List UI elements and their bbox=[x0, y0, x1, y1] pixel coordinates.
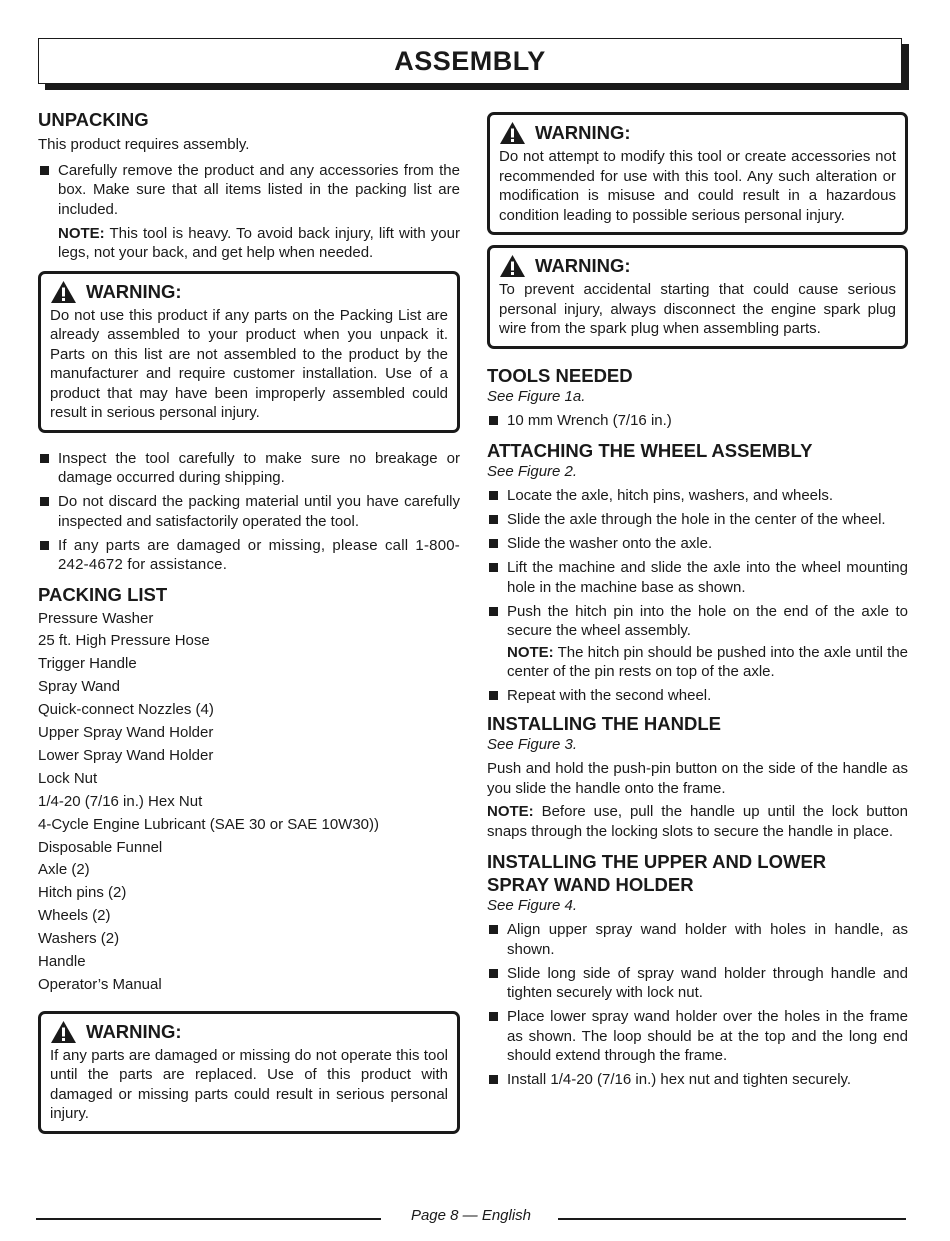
bullet-icon bbox=[489, 563, 498, 572]
wheel-assembly-heading: ATTACHING THE WHEEL ASSEMBLY bbox=[487, 440, 813, 461]
wheel-assembly-figure-ref: See Figure 2. bbox=[487, 463, 578, 480]
bullet-icon bbox=[40, 454, 49, 463]
bullet-icon bbox=[40, 541, 49, 550]
bullet-icon bbox=[489, 491, 498, 500]
unpacking-intro: This product requires assembly. bbox=[38, 136, 250, 153]
warning-triangle-icon bbox=[499, 121, 526, 145]
bullet-icon bbox=[489, 416, 498, 425]
list-item: Operator’s Manual bbox=[38, 976, 162, 993]
page-footer bbox=[36, 1206, 906, 1228]
list-item: Lift the machine and slide the axle into the wheel mounting hole in the machine base as shown. bbox=[487, 558, 908, 597]
bullet-icon bbox=[489, 539, 498, 548]
warning-text: Do not attempt to modify this tool or create accessories not recommended for use with this tool. Any such alteration or modification is misuse and could result in a hazardous condition leading to possible serious personal injury. bbox=[499, 148, 896, 224]
list-item: Do not discard the packing material until you have carefully inspected and satisfactorily operated the tool. bbox=[38, 492, 460, 531]
bullet-icon bbox=[40, 497, 49, 506]
list-item: Handle bbox=[38, 953, 86, 971]
bullet-icon bbox=[40, 166, 49, 175]
warning-text: If any parts are damaged or missing do not operate this tool until the parts are replaced. Use of this product with damaged or missing parts could result in serious personal injury. bbox=[50, 1046, 448, 1123]
wand-holder-heading: INSTALLING THE UPPER AND LOWER SPRAY WAND HOLDER bbox=[487, 851, 827, 895]
warning-label: WARNING: bbox=[86, 280, 182, 302]
list-item: Wheels (2) bbox=[38, 907, 111, 925]
wheel-assembly-steps bbox=[487, 486, 908, 641]
list-item: Slide long side of spray wand holder through handle and tighten securely with lock nut. bbox=[487, 964, 908, 1003]
unpacking-list bbox=[38, 161, 460, 220]
unpacking-note: NOTE: This tool is heavy. To avoid back injury, lift with your legs, not your back, and get help when needed. bbox=[58, 224, 460, 261]
wand-holder-steps bbox=[487, 920, 908, 1090]
list-item: 1/4-20 (7/16 in.) Hex Nut bbox=[38, 792, 203, 810]
warning-box-modification bbox=[487, 112, 908, 235]
page-number: Page 8 — English bbox=[410, 1207, 532, 1224]
installing-handle-text: Push and hold the push-pin button on the side of the handle as you slide the handle onto the frame. bbox=[487, 760, 908, 797]
tools-needed-figure-ref: See Figure 1a. bbox=[487, 387, 586, 405]
bullet-icon bbox=[489, 969, 498, 978]
installing-handle-heading: INSTALLING THE HANDLE bbox=[487, 713, 721, 734]
warning-triangle-icon bbox=[50, 280, 77, 304]
list-item: Pressure Washer bbox=[38, 609, 154, 627]
wheel-assembly-final-step bbox=[487, 686, 908, 706]
list-item: Spray Wand bbox=[38, 678, 120, 696]
list-item: Trigger Handle bbox=[38, 655, 137, 673]
list-item: Align upper spray wand holder with holes in handle, as shown. bbox=[487, 920, 908, 959]
wand-holder-figure-ref: See Figure 4. bbox=[487, 897, 578, 914]
wheel-assembly-note: NOTE: The hitch pin should be pushed into the axle until the center of the pin rests on top of the axle. bbox=[507, 643, 908, 680]
list-item: Locate the axle, hitch pins, washers, and wheels. bbox=[487, 486, 908, 506]
list-item: Carefully remove the product and any accessories from the box. Make sure that all items listed in the packing list are included. bbox=[38, 161, 460, 220]
list-item: If any parts are damaged or missing, please call 1-800-242-4672 for assistance. bbox=[38, 536, 460, 575]
list-item: Push the hitch pin into the hole on the end of the axle to secure the wheel assembly. bbox=[487, 602, 908, 641]
warning-box-damaged-parts bbox=[38, 1011, 460, 1134]
list-item: Lock Nut bbox=[38, 769, 98, 787]
tools-needed-heading: TOOLS NEEDED bbox=[487, 364, 633, 386]
bullet-icon bbox=[489, 607, 498, 616]
list-item: Repeat with the second wheel. bbox=[487, 686, 908, 706]
unpacking-heading: UNPACKING bbox=[38, 109, 149, 130]
right-column bbox=[487, 112, 908, 1094]
warning-box-packing-list bbox=[38, 271, 460, 433]
list-item: 4-Cycle Engine Lubricant (SAE 30 or SAE 10W30)) bbox=[38, 815, 379, 833]
bullet-icon bbox=[489, 1075, 498, 1084]
list-item: Lower Spray Wand Holder bbox=[38, 746, 214, 764]
list-item: Quick-connect Nozzles (4) bbox=[38, 701, 214, 719]
warning-label: WARNING: bbox=[535, 255, 631, 276]
installing-handle-note: NOTE: Before use, pull the handle up until the lock button snaps through the locking slots to secure the handle in place. bbox=[487, 803, 908, 840]
packing-list bbox=[38, 608, 460, 997]
list-item: Axle (2) bbox=[38, 861, 90, 879]
warning-label: WARNING: bbox=[86, 1020, 182, 1042]
list-item: 10 mm Wrench (7/16 in.) bbox=[487, 411, 908, 431]
list-item: Upper Spray Wand Holder bbox=[38, 724, 214, 742]
warning-text: Do not use this product if any parts on the Packing List are already assembled to your product when you unpack it. Parts on this list are not assembled to the product by the manufacturer and require customer installation. Use of a product that may have been improperly assembled could result in serious personal injury. bbox=[50, 306, 448, 421]
warning-triangle-icon bbox=[50, 1020, 77, 1044]
left-column bbox=[38, 108, 460, 1134]
bullet-icon bbox=[489, 515, 498, 524]
list-item: Place lower spray wand holder over the holes in the frame as shown. The loop should be at the top and the long end should extend through the frame. bbox=[487, 1007, 908, 1066]
bullet-icon bbox=[489, 1012, 498, 1021]
list-item: Slide the axle through the hole in the center of the wheel. bbox=[487, 510, 908, 530]
bullet-icon bbox=[489, 925, 498, 934]
inspection-list bbox=[38, 449, 460, 575]
installing-handle-figure-ref: See Figure 3. bbox=[487, 736, 578, 753]
list-item: Slide the washer onto the axle. bbox=[487, 534, 908, 554]
page-title: ASSEMBLY bbox=[394, 45, 546, 76]
list-item: Washers (2) bbox=[38, 930, 120, 948]
packing-list-heading: PACKING LIST bbox=[38, 583, 168, 605]
bullet-icon bbox=[489, 691, 498, 700]
list-item: 25 ft. High Pressure Hose bbox=[38, 632, 210, 650]
list-item: Hitch pins (2) bbox=[38, 884, 127, 902]
tools-list bbox=[487, 411, 908, 431]
warning-triangle-icon bbox=[499, 254, 526, 278]
warning-text: To prevent accidental starting that could cause serious personal injury, always disconnect the engine spark plug wire from the spark plug when assembling parts. bbox=[499, 281, 896, 337]
footer-rule-right bbox=[558, 1218, 906, 1220]
page-title-banner bbox=[38, 38, 902, 84]
list-item: Install 1/4-20 (7/16 in.) hex nut and tighten securely. bbox=[487, 1070, 908, 1090]
list-item: Disposable Funnel bbox=[38, 838, 163, 856]
list-item: Inspect the tool carefully to make sure no breakage or damage occurred during shipping. bbox=[38, 449, 460, 488]
warning-label: WARNING: bbox=[535, 122, 631, 143]
warning-box-spark-plug bbox=[487, 245, 908, 349]
